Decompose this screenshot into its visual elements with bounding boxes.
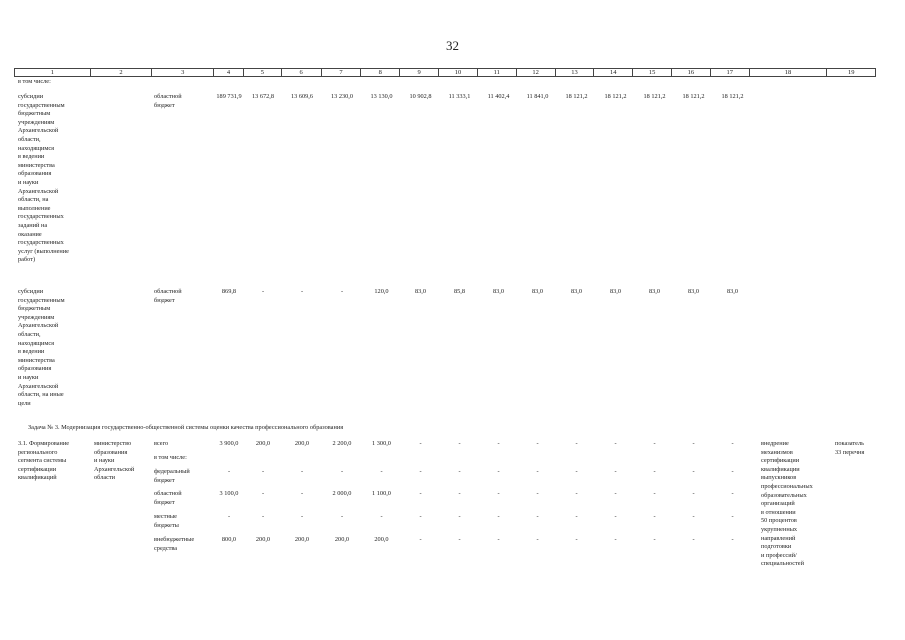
block1-value-col13: 18 121,2 [565,93,588,100]
column-header-14: 14 [594,69,633,76]
block3-row6-value-col10: - [458,536,461,543]
block3-row3-value-col16: - [692,468,695,475]
block1-value-col14: 18 121,2 [604,93,627,100]
block2-value-col5: - [261,288,265,295]
block3-row5-value-col9: - [419,513,422,520]
block3-row1-value-col6: 200,0 [294,440,310,447]
block1-value-col11: 11 402,4 [487,93,510,100]
block2-value-col7: - [340,288,344,295]
block3-row3-value-col14: - [614,468,617,475]
block3-source-4: областной бюджет [154,490,182,506]
block1-source: областной бюджет [154,93,182,109]
column-header-9: 9 [400,69,439,76]
block3-row3-value-col17: - [731,468,734,475]
block3-row1-value-col5: 200,0 [255,440,271,447]
block1-value-col17: 18 121,2 [721,93,744,100]
block3-row6-value-col5: 200,0 [255,536,271,543]
block3-row5-value-col13: - [575,513,578,520]
block3-row4-value-col5: - [261,490,265,497]
block3-row5-value-col7: - [340,513,344,520]
block3-row6-value-col9: - [419,536,422,543]
block3-row6-value-col7: 200,0 [334,536,350,543]
block3-row1-value-col7: 2 200,0 [332,440,352,447]
column-header-10: 10 [439,69,478,76]
block3-row3-value-col10: - [458,468,461,475]
block3-source-6: внебюджетные средства [154,536,195,552]
block1-value-col16: 18 121,2 [682,93,705,100]
block3-row5-value-col17: - [731,513,734,520]
block3-row4-value-col12: - [536,490,539,497]
block3-row6-value-col15: - [653,536,656,543]
block3-indicator: показатель 33 перечня [835,440,865,456]
block1-value-col6: 13 609,6 [290,93,314,100]
column-header-4: 4 [214,69,244,76]
block3-source-5: местные бюджеты [154,513,179,529]
column-header-8: 8 [361,69,400,76]
block3-row4-value-col7: 2 000,0 [332,490,352,497]
column-header-3: 3 [152,69,214,76]
block3-row5-value-col16: - [692,513,695,520]
block3-row1-value-col8: 1 300,0 [372,440,391,447]
column-header-11: 11 [478,69,517,76]
block1-value-col8: 13 130,0 [370,93,393,100]
block3-row1-value-col17: - [731,440,734,447]
block3-row6-value-col4: 800,0 [221,536,237,543]
block2-value-col14: 83,0 [609,288,622,295]
block1-name: субсидии государственным бюджетным учреждениям Архангельской области, находящимся в ведении министерства образования и науки Архангельской области, на выполнение государственных заданий на оказание государственных услуг (выполнение работ) [18,93,69,264]
block3-row3-value-col12: - [536,468,539,475]
column-header-6: 6 [282,69,322,76]
column-header-1: 1 [15,69,91,76]
block2-value-col13: 83,0 [570,288,583,295]
block3-row4-value-col10: - [458,490,461,497]
block3-row6-value-col14: - [614,536,617,543]
block3-row3-value-col4: - [227,468,231,475]
block3-row4-value-col14: - [614,490,617,497]
block3-result: внедрение механизмов сертификации квалификации выпускников профессиональных образовательных организаций в отношении 50 процентов укрупненных направлений подготовки и профессий/ специальностей [761,440,813,568]
block2-value-col6: - [300,288,304,295]
block3-row5-value-col5: - [261,513,265,520]
block3-row1-value-col15: - [653,440,656,447]
block3-row4-value-col11: - [497,490,500,497]
block3-row4-value-col17: - [731,490,734,497]
block3-row6-value-col13: - [575,536,578,543]
block3-row3-value-col7: - [340,468,344,475]
block3-name: 3.1. Формирование регионального сегмента системы сертификации квалификаций [18,440,70,482]
block1-value-col7: 13 230,0 [330,93,354,100]
column-header-19: 19 [847,69,855,76]
block2-name: субсидии государственным бюджетным учреждениям Архангельской области, находящимся в ведении министерства образования и науки Архангельской области, на иные цели [18,288,65,407]
block3-row6-value-col8: 200,0 [374,536,389,543]
block2-value-col17: 83,0 [726,288,739,295]
block3-row1-value-col13: - [575,440,578,447]
block3-source-3: федеральный бюджет [154,468,190,484]
block3-row6-value-col6: 200,0 [294,536,310,543]
block3-row5-value-col4: - [227,513,231,520]
block3-row5-value-col14: - [614,513,617,520]
block3-row4-value-col9: - [419,490,422,497]
block3-row5-value-col6: - [300,513,304,520]
block2-value-col8: 120,0 [374,288,389,295]
block3-executor: министерство образования и науки Архангельской области [94,440,135,482]
block3-row1-value-col9: - [419,440,422,447]
block2-value-col12: 83,0 [531,288,544,295]
block2-value-col10: 85,8 [453,288,466,295]
block3-row5-value-col10: - [458,513,461,520]
intro-text: в том числе: [18,78,51,85]
block3-row1-value-col12: - [536,440,539,447]
column-header-17: 17 [711,69,750,76]
block2-value-col11: 83,0 [492,288,505,295]
block3-source-2: в том числе: [154,454,187,461]
block2-value-col9: 83,0 [414,288,427,295]
column-header-16: 16 [672,69,711,76]
block3-row3-value-col11: - [497,468,500,475]
column-header-7: 7 [322,69,362,76]
block3-row3-value-col5: - [261,468,265,475]
column-header-13: 13 [556,69,595,76]
block3-row4-value-col8: 1 100,0 [372,490,391,497]
block3-row5-value-col8: - [380,513,383,520]
column-header-15: 15 [633,69,672,76]
column-header-row [14,68,876,77]
block3-row4-value-col15: - [653,490,656,497]
block3-row3-value-col8: - [380,468,383,475]
block3-row3-value-col13: - [575,468,578,475]
block3-row5-value-col15: - [653,513,656,520]
block2-value-col16: 83,0 [687,288,700,295]
block1-value-col4: 189 731,9 [216,93,242,100]
column-header-2: 2 [91,69,153,76]
block3-row6-value-col16: - [692,536,695,543]
block3-row1-value-col16: - [692,440,695,447]
block3-row6-value-col17: - [731,536,734,543]
block1-value-col10: 11 333,1 [448,93,471,100]
column-header-18: 18 [750,69,828,76]
block3-row6-value-col12: - [536,536,539,543]
block3-source-1: всего [154,440,169,447]
block3-row6-value-col11: - [497,536,500,543]
task-heading: Задача № 3. Модернизация государственно-общественной системы оценки качества профессионального образования [28,424,344,431]
block3-row3-value-col15: - [653,468,656,475]
page-number: 32 [446,38,459,53]
block3-row1-value-col14: - [614,440,617,447]
block2-source: областной бюджет [154,288,182,304]
block1-value-col9: 10 902,8 [409,93,432,100]
block3-row1-value-col4: 3 900,0 [219,440,239,447]
block3-row5-value-col11: - [497,513,500,520]
block3-row3-value-col9: - [419,468,422,475]
block3-row4-value-col16: - [692,490,695,497]
block3-row1-value-col10: - [458,440,461,447]
block3-row3-value-col6: - [300,468,304,475]
block3-row1-value-col11: - [497,440,500,447]
column-header-5: 5 [244,69,282,76]
block1-value-col15: 18 121,2 [643,93,666,100]
block3-row4-value-col4: 3 100,0 [219,490,239,497]
block1-value-col5: 13 672,8 [251,93,275,100]
block3-row5-value-col12: - [536,513,539,520]
block3-row4-value-col6: - [300,490,304,497]
block3-row4-value-col13: - [575,490,578,497]
block2-value-col4: 869,8 [221,288,237,295]
block2-value-col15: 83,0 [648,288,661,295]
column-header-12: 12 [517,69,556,76]
block1-value-col12: 11 841,0 [526,93,549,100]
